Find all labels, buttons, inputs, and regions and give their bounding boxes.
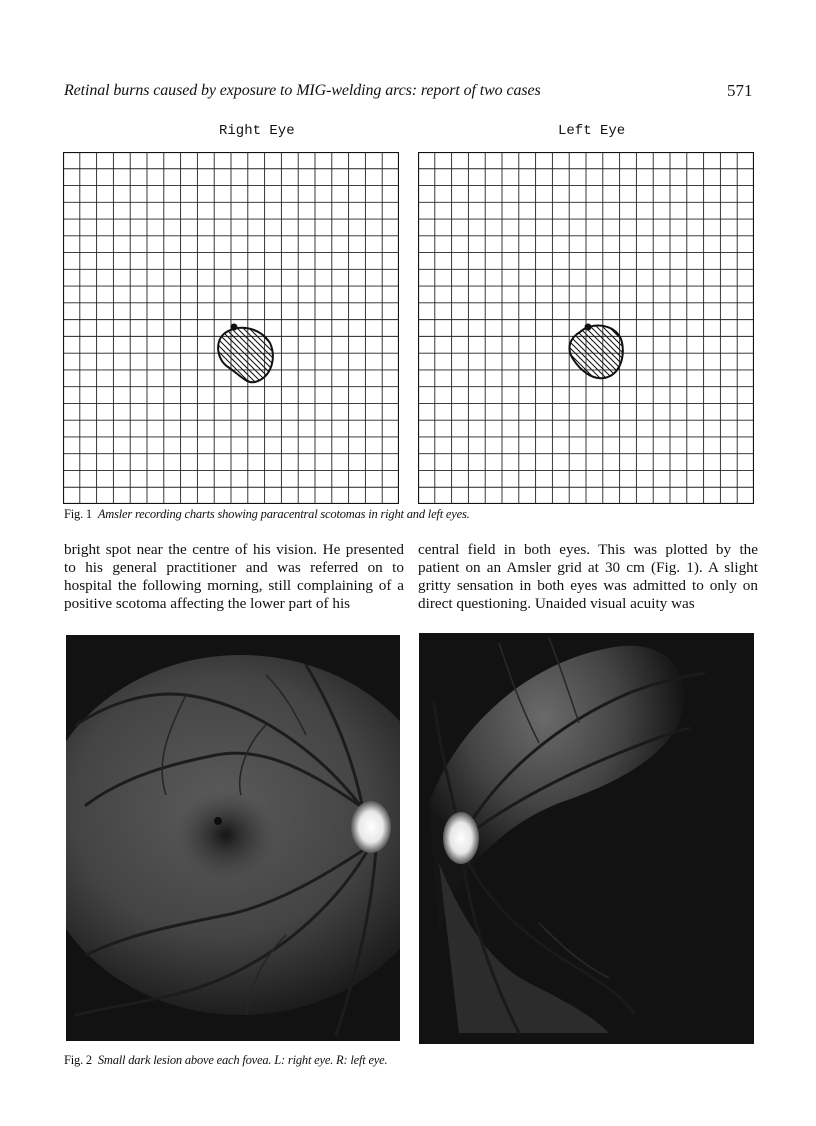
figure-1-caption-text: Amsler recording charts showing paracentral scotomas in right and left eyes. [97, 507, 470, 521]
figure-1-label: Fig. 1 [64, 507, 92, 521]
left-eye-label: Left Eye [558, 123, 626, 139]
body-paragraph-left: bright spot near the centre of his vision. He presented to his general practitioner and was referred on to hospital the following morning, still complaining of a positive scotoma affecting the lower part of his [64, 541, 404, 612]
body-column-left [64, 541, 404, 613]
fundus-photo-left-eye [419, 633, 754, 1044]
page-number: 571 [727, 81, 753, 100]
right-eye-label: Right Eye [219, 123, 295, 139]
amsler-chart-left-eye [418, 152, 754, 504]
amsler-grid-left [418, 152, 754, 504]
figure-2-label: Fig. 2 [64, 1053, 92, 1067]
amsler-grid-right [63, 152, 399, 504]
fundus-photo-right-eye [66, 635, 400, 1041]
amsler-chart-right-eye [63, 152, 399, 504]
figure-2-caption-text: Small dark lesion above each fovea. L: right eye. R: left eye. [97, 1053, 388, 1067]
fundus-illustration-left [419, 633, 754, 1044]
fixation-dot-left [585, 324, 592, 331]
body-paragraph-right: central field in both eyes. This was plotted by the patient on an Amsler grid at 30 cm (Fig. 1). A slight gritty sensation in both eyes was admitted to only on direct questioning. Unaided visual acuity was [418, 541, 758, 612]
figure-1-caption [64, 507, 470, 522]
body-column-right [418, 541, 758, 613]
fixation-dot-right [231, 324, 238, 331]
running-title: Retinal burns caused by exposure to MIG-welding arcs: report of two cases [64, 82, 541, 99]
fundus-illustration-right [66, 635, 400, 1041]
figure-2-caption [64, 1053, 387, 1068]
